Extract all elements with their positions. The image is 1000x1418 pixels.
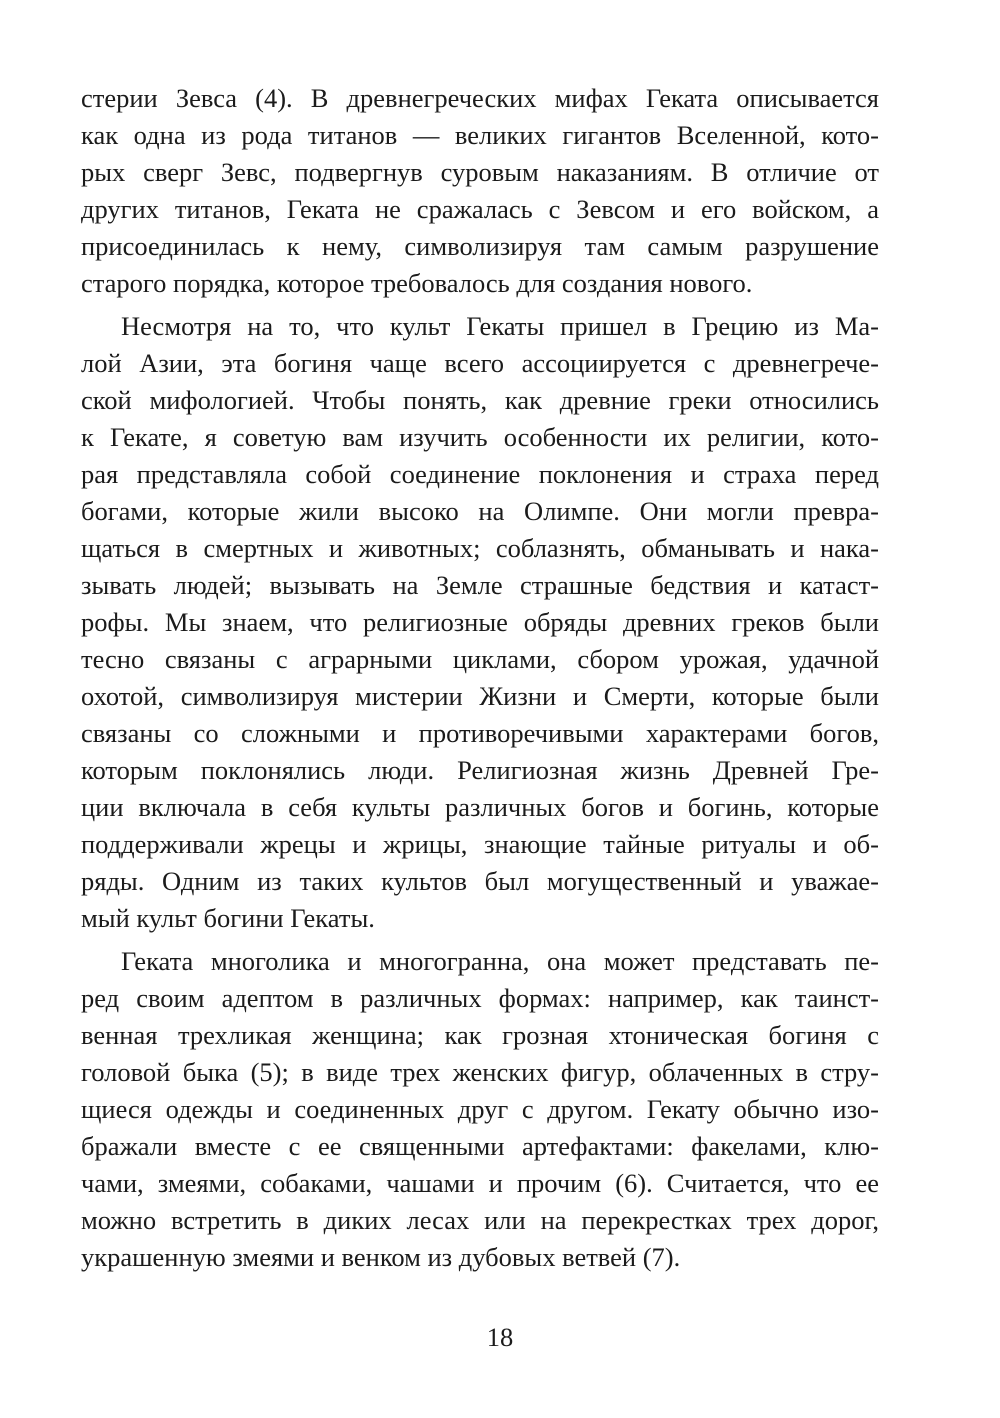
text-line: Несмотря на то, что культ Гекаты пришел в Грецию из Ма- [121, 311, 879, 341]
paragraph [81, 943, 879, 1276]
text-line: поддерживали жрецы и жрицы, знающие тайные ритуалы и об- [81, 829, 879, 859]
text-line: зывать людей; вызывать на Земле страшные бедствия и катаст- [81, 570, 879, 600]
text-line: стерии Зевса (4). В древнегреческих мифах Геката описывается [81, 83, 879, 113]
text-line: тесно связаны с аграрными циклами, сбором урожая, удачной [81, 644, 879, 674]
text-line: старого порядка, которое требовалось для создания нового. [81, 268, 753, 298]
text-line: ред своим адептом в различных формах: например, как таинст- [81, 983, 879, 1013]
text-line: щиеся одежды и соединенных друг с другом. Гекату обычно изо- [81, 1094, 879, 1124]
text-line: мый культ богини Гекаты. [81, 903, 375, 933]
text-line: которым поклонялись люди. Религиозная жизнь Древней Гре- [81, 755, 879, 785]
body-text [81, 80, 879, 1282]
text-line: щаться в смертных и животных; соблазнять, обманывать и нака- [81, 533, 879, 563]
text-line: ции включала в себя культы различных богов и богинь, которые [81, 792, 879, 822]
text-line: венная трехликая женщина; как грозная хтоническая богиня с [81, 1020, 879, 1050]
text-line: рофы. Мы знаем, что религиозные обряды древних греков были [81, 607, 879, 637]
text-line: рая представляла собой соединение поклонения и страха перед [81, 459, 879, 489]
page-number: 18 [486, 1322, 514, 1352]
text-line: головой быка (5); в виде трех женских фигур, облаченных в стру- [81, 1057, 879, 1087]
text-line: Геката многолика и многогранна, она может представать пе- [121, 946, 879, 976]
text-line: чами, змеями, собаками, чашами и прочим (6). Считается, что ее [81, 1168, 879, 1198]
text-line: бражали вместе с ее священными артефактами: факелами, клю- [81, 1131, 879, 1161]
text-line: богами, которые жили высоко на Олимпе. Они могли превра- [81, 496, 879, 526]
text-line: рых сверг Зевс, подвергнув суровым наказаниям. В отличие от [81, 157, 879, 187]
text-line: присоединилась к нему, символизируя там самым разрушение [81, 231, 879, 261]
text-line: ряды. Одним из таких культов был могущественный и уважае- [81, 866, 879, 896]
text-line: к Гекате, я советую вам изучить особенности их религии, кото- [81, 422, 879, 452]
text-line: охотой, символизируя мистерии Жизни и Смерти, которые были [81, 681, 879, 711]
text-line: украшенную змеями и венком из дубовых ветвей (7). [81, 1242, 681, 1272]
paragraph [81, 80, 879, 302]
paragraph [81, 308, 879, 937]
text-line: связаны со сложными и противоречивыми характерами богов, [81, 718, 879, 748]
text-line: как одна из рода титанов — великих гигантов Вселенной, кото- [81, 120, 879, 150]
text-line: лой Азии, эта богиня чаще всего ассоциируется с древнегрече- [81, 348, 879, 378]
text-line: других титанов, Геката не сражалась с Зевсом и его войском, а [81, 194, 879, 224]
text-line: можно встретить в диких лесах или на перекрестках трех дорог, [81, 1205, 879, 1235]
text-line: ской мифологией. Чтобы понять, как древние греки относились [81, 385, 879, 415]
